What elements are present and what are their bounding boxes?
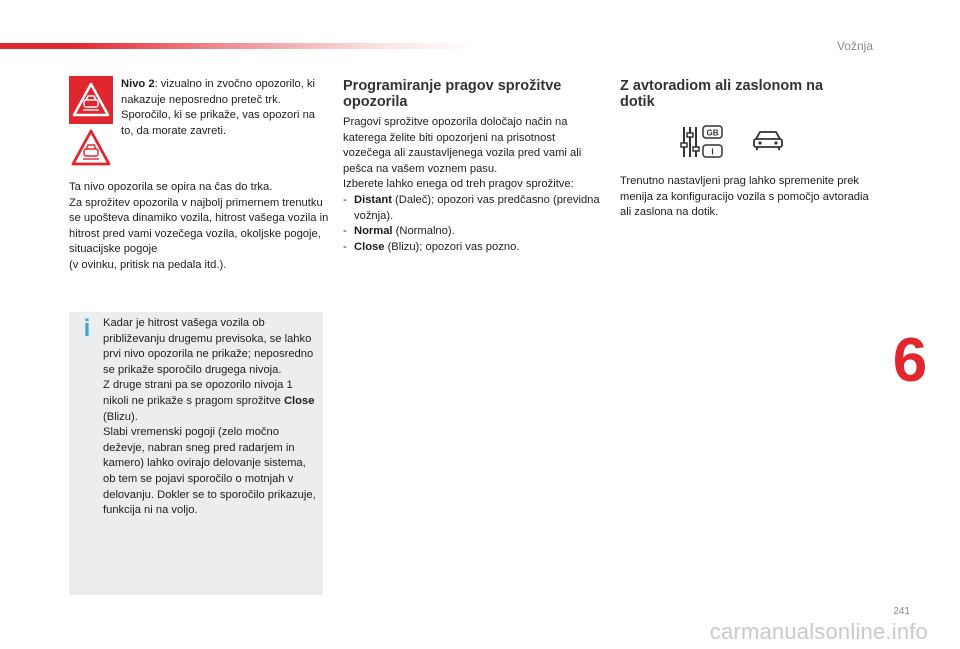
threshold-name: Distant: [354, 193, 392, 206]
level2-description: [121, 77, 326, 139]
watermark: carmanualsonline.info: [709, 619, 928, 644]
list-dash: -: [343, 193, 347, 206]
list-item: [343, 193, 601, 224]
list-dash: -: [343, 225, 347, 238]
page-number: 241: [893, 606, 910, 617]
time-to-collision-paragraph: [69, 180, 331, 274]
threshold-name: Close: [354, 240, 385, 253]
info-paragraph: [103, 378, 318, 425]
collision-warning-icon: [69, 126, 113, 170]
level2-text: : vizualno in zvočno opozorilo, ki nakazuje neposredno preteč trk. Sporočilo, ki se prikaže, vas opozori na to, da morate zavreti.: [121, 78, 316, 137]
radio-touchscreen-heading: Z avtoradiom ali zaslonom na dotik: [620, 78, 824, 110]
info-icon: i: [83, 315, 91, 342]
thresholds-intro: Izberete lahko enega od treh pragov sprožitve:: [343, 178, 574, 191]
section-title: Vožnja: [836, 39, 873, 53]
threshold-name: Normal: [354, 225, 393, 238]
car-icon: [752, 129, 784, 151]
list-dash: -: [343, 240, 347, 253]
chapter-number: 6: [892, 326, 928, 395]
radio-badge-i: I: [711, 147, 714, 157]
info-text-part: Z druge strani pa se opozorilo nivoja 1 nikoli ne prikaže s pragom sprožitve: [103, 379, 293, 407]
header-accent-bar: [0, 43, 480, 49]
threshold-text: (Normalno).: [392, 225, 455, 238]
info-paragraph: Slabi vremenski pogoji (zelo močno deževje, nabran sneg pred radarjem in kamero) lahko ovirajo delovanje sistema, ob tem se pojavi sporočilo o motnjah v delovanju. Dokler se to sporočilo prikazuje, funkcija ni na voljo.: [103, 426, 316, 517]
list-item: [343, 240, 601, 256]
thresholds-heading: Programiranje pragov sprožitve opozorila: [343, 78, 562, 110]
thresholds-list: [343, 193, 601, 255]
paragraph-line: Za sprožitev opozorila v najbolj primernem trenutku se upošteva dinamiko vozila, hitrost vašega vozila in hitrost pred vami vozečega vozila, okoljske pogoje, situacijske pogoje: [69, 196, 329, 256]
collision-warning-red-icon: [69, 76, 113, 124]
info-text-bold: Close: [283, 394, 315, 407]
level2-label: Nivo 2: [121, 78, 155, 90]
info-text-part: (Blizu).: [103, 410, 138, 423]
radio-touchscreen-text: Trenutno nastavljeni prag lahko spremenite prek menija za konfiguracijo vozila s pomočjo avtoradia ali zaslona na dotik.: [620, 175, 869, 219]
audio-settings-icon: [679, 125, 725, 159]
info-box-text: [103, 316, 318, 519]
paragraph-line: (v ovinku, pritisk na pedala itd.).: [69, 258, 227, 271]
info-paragraph: Kadar je hitrost vašega vozila ob približevanju drugemu previsoka, se lahko prvi nivo opozorila ne prikaže; neposredno se prikaže sporočilo drugega nivoja.: [103, 317, 314, 376]
radio-badge-gb: GB: [706, 128, 719, 138]
threshold-text: (Daleč); opozori vas predčasno (previdna vožnja).: [354, 193, 600, 222]
thresholds-intro: Pragovi sprožitve opozorila določajo način na katerega želite biti opozorjeni na prisotnost vozečega ali zaustavljenega vozila pred vami ali pešca na vašem voznem pasu.: [343, 116, 582, 175]
threshold-text: (Blizu); opozori vas pozno.: [384, 240, 520, 253]
list-item: [343, 224, 601, 240]
paragraph-line: Ta nivo opozorila se opira na čas do trka.: [69, 181, 273, 193]
thresholds-body: [343, 115, 601, 255]
